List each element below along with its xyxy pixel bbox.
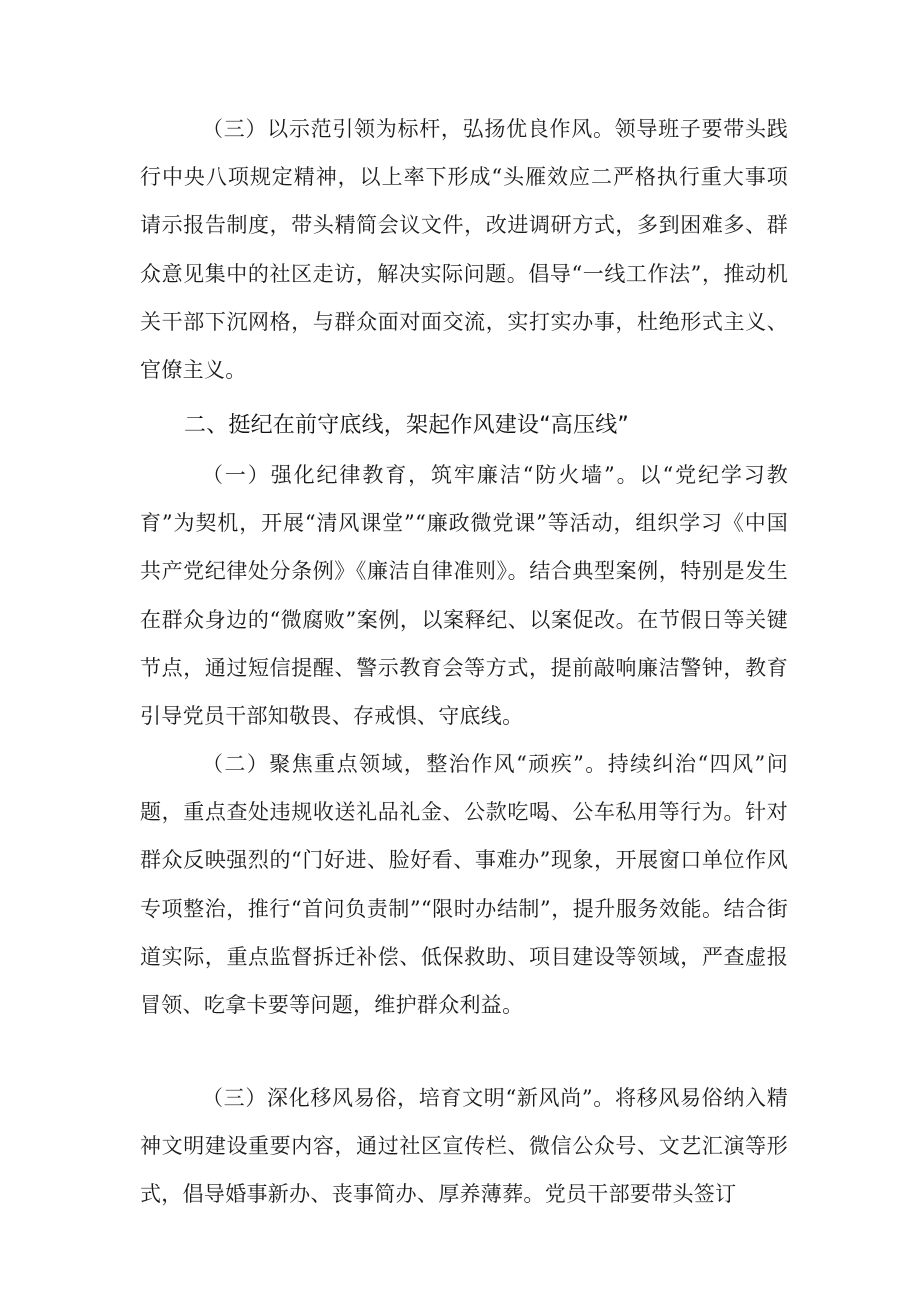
section-heading: 二、挺纪在前守底线，架起作风建设“高压线”	[184, 413, 629, 438]
body-paragraph: （三）以示范引领为标杆，弘扬优良作风。领导班子要带头践行中央八项规定精神，以上率下形成“头雁效应二严格执行重大事项请示报告制度，带头精简会议文件，改进调研方式，多到困难多、群众意见集中的社区走访，解决实际问题。倡导“一线工作法”，推动机关干部下沉网格，与群众面对面交流，实打实办事，杜绝形式主义、官僚主义。	[140, 117, 788, 383]
body-paragraph: （二）聚焦重点领域，整治作风“顽疾”。持续纠治“四风”问题，重点查处违规收送礼品礼金、公款吃喝、公车私用等行为。针对群众反映强烈的“门好进、脸好看、事难办”现象，开展窗口单位作风专项整治，推行“首问负责制”“限时办结制”，提升服务效能。结合街道实际，重点监督拆迁补偿、低保救助、项目建设等领域，严查虚报冒领、吃拿卡要等问题，维护群众利益。	[140, 752, 788, 1018]
body-paragraph: （三）深化移风易俗，培育文明“新风尚”。将移风易俗纳入精神文明建设重要内容，通过社区宣传栏、微信公众号、文艺汇演等形式，倡导婚事新办、丧事简办、厚养薄葬。党员干部要带头签订	[140, 1086, 788, 1207]
body-paragraph: （一）强化纪律教育，筑牢廉洁“防火墙”。以“党纪学习教育”为契机，开展“清风课堂”“廉政微党课”等活动，组织学习《中国共产党纪律处分条例》《廉洁自律准则》。结合典型案例，特别是发生在群众身边的“微腐败”案例，以案释纪、以案促改。在节假日等关键节点，通过短信提醒、警示教育会等方式，提前敲响廉洁警钟，教育引导党员干部知敬畏、存戒惧、守底线。	[140, 463, 788, 729]
